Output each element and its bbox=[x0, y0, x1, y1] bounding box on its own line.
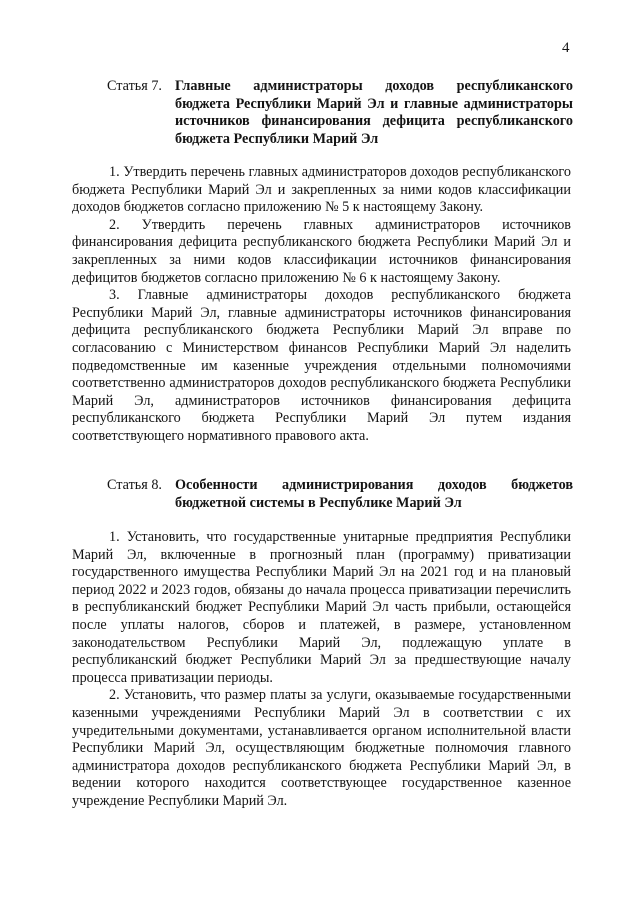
article-8-label: Статья 8. bbox=[107, 477, 162, 493]
article-8-title: Особенности администрирования доходов бюджетов бюджетной системы в Республике Марий Эл bbox=[175, 477, 573, 511]
article-8-paragraph-1: 1. Установить, что государственные унитарные предприятия Республики Марий Эл, включенные в прогнозный план (программу) приватизации государственного имущества Республики Марий Эл на 2021 год и на плановый период 2022 и 2023 годов, обязаны до начала процесса приватизации перечислить в республиканский бюджет Республики Марий Эл часть прибыли, остающейся после уплаты налогов, сборов и платежей, в размере, установленном законодательством Республики Марий Эл, подлежащую уплате в республиканский бюджет Республики Марий Эл за предшествующие началу процесса приватизации периоды. bbox=[72, 529, 571, 686]
article-7-paragraph-1: 1. Утвердить перечень главных администраторов доходов республиканского бюджета Республики Марий Эл и закрепленных за ними кодов классификации доходов бюджетов согласно приложению № 5 к настоящему Закону. bbox=[72, 164, 571, 216]
article-7-paragraph-2: 2. Утвердить перечень главных администраторов источников финансирования дефицита республиканского бюджета Республики Марий Эл и закрепленных за ними кодов классификации источников финансирования дефицитов бюджетов согласно приложению № 6 к настоящему Закону. bbox=[72, 216, 571, 286]
article-7-paragraph-3: 3. Главные администраторы доходов республиканского бюджета Республики Марий Эл, главные администраторы источников финансирования дефицита республиканского бюджета Республики Марий Эл вправе по согласованию с Министерством финансов Республики Марий Эл наделить подведомственные им казенные учреждения отдельными полномочиями соответственно администраторов доходов республиканского бюджета Республики Марий Эл, администраторов источников финансирования дефицита республиканского бюджета Республики Марий Эл путем издания соответствующего нормативного правового акта. bbox=[72, 287, 571, 444]
article-8-heading bbox=[107, 477, 573, 512]
article-8-body bbox=[72, 529, 571, 811]
page-number: 4 bbox=[562, 40, 570, 56]
article-7-heading bbox=[107, 78, 573, 148]
article-8-paragraph-2: 2. Установить, что размер платы за услуги, оказываемые государственными казенными учреждениями Республики Марий Эл в соответствии с их учредительными документами, устанавливается органом исполнительной власти Республики Марий Эл, осуществляющим бюджетные полномочия главного администратора доходов республиканского бюджета Республики Марий Эл, в ведении которого находится соответствующее государственное казенное учреждение Республики Марий Эл. bbox=[72, 687, 571, 809]
article-7-body bbox=[72, 164, 571, 446]
article-7-title: Главные администраторы доходов республиканского бюджета Республики Марий Эл и главные администраторы источников финансирования дефицита республиканского бюджета Республики Марий Эл bbox=[175, 78, 573, 147]
article-7-label: Статья 7. bbox=[107, 78, 162, 94]
